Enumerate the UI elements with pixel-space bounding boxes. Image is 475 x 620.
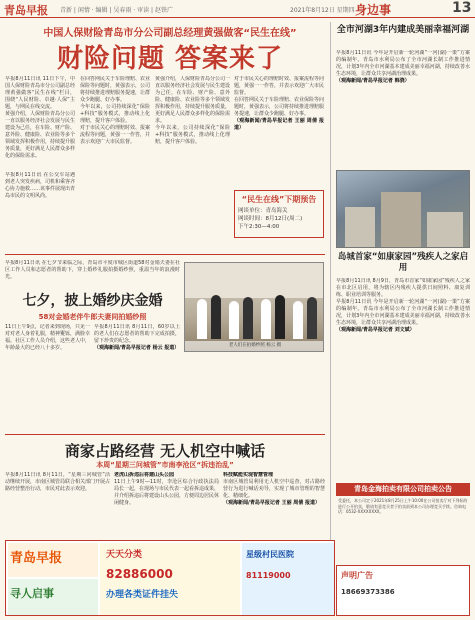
- section-title: 身边事: [355, 3, 392, 17]
- building: [427, 212, 463, 247]
- ad-clinic: 星级村民医院: [246, 550, 294, 559]
- wedding-intro: 早报8月11日讯 在七夕节来临之际，青岛市平度市城区街道58对金婚夫妻在社区工作人员和志愿者的帮助下，穿上婚纱礼服拍摄婚纱照，重温当年的浪漫时光。: [5, 260, 180, 280]
- center-body: 早报8月11日讯 8月9日，青岛市首家“如康家园”残疾人之家在市北区启用，将为辖区内残疾人提供日间照料、康复训练、职业培训等服务。 早报8月11日讯 今年是开启新一轮河湖“一河(湖)一策”方案的编制年。青岛市水利局公布了全市河湖长制工作推进情况，计划3年内全市河湖基本建成美丽幸福河湖，持续改善水生态环境，让群众共享河湖治理成果。 （观海新闻/青岛早报记者 刘文斌）: [336, 278, 470, 333]
- auction-text: 受委托，本公司定于2021年8月25日上午10:00在公司拍卖厅对下列标的进行公开拍卖，敬请有意竞买者于拍卖前到本公司办理竞买手续。咨询电话：0532-XXXXXXXX。: [338, 498, 468, 514]
- lead-paragraph-6: 对于市民关心的理赔时效、报案流程等问题，黄强一一作答，并表示欢迎广大市民监督。 在回答网民关于车险理赔、农业保险等问题时，黄强表示，公司将持续推进理赔服务提速，让群众少跑腿、好办事。 （观海新闻/青岛早报记者 王丽 周倩 报道）: [234, 76, 324, 131]
- bride-figure: [261, 299, 271, 339]
- wedding-paragraph-2: 11日上午9点，记者来到现场，只见一对对老人身着礼服，精神矍铄，满脸幸福。社区工作人员介绍，这些老人中，年龄最大的已经八十多岁。: [5, 324, 90, 351]
- groom-figure: [275, 295, 285, 339]
- ad-brand: 青岛早报: [10, 551, 63, 566]
- groom-figure: [243, 297, 253, 339]
- edition-info: 青新 | 闲情 · 编辑 | 吴春雨 · 审读 | 赵铁广: [60, 7, 173, 14]
- auction-title: 青岛金海拍卖有限公司拍卖公告: [336, 483, 470, 496]
- divider: [5, 434, 325, 435]
- ad-phone: 82886000: [106, 567, 173, 581]
- lead-kicker: 中国人保财险青岛市分公司副总经理黄强做客“民生在线”: [43, 28, 297, 39]
- bus-headline: 商家占路经营 无人机空中喊话: [64, 442, 266, 460]
- ad-clinic-phone: 81119000: [246, 571, 291, 580]
- groom-figure: [307, 297, 317, 339]
- lead-headline: 财险问题 答案来了: [56, 44, 284, 74]
- column-divider: [330, 22, 331, 616]
- wedding-headline: 七夕，披上婚纱庆金婚: [22, 293, 163, 309]
- groom-figure: [211, 295, 221, 339]
- river-body: 早报8月11日讯 今年是开启新一轮河湖“一河(湖)一策”方案的编制年。青岛市水利局公布了全市河湖长制工作推进情况，计划3年内全市河湖基本建成美丽幸福河湖，持续改善水生态环境，让群众共享河湖治理成果。 （观海新闻/青岛早报记者 韩骁）: [336, 50, 470, 84]
- ad-service: 办理各类证件挂失: [106, 590, 179, 600]
- bus-deck: 本周“星期三问城管”市南李沧区“拆违治乱”: [96, 461, 234, 469]
- advert-block: [5, 540, 335, 616]
- forecast-hours: 下午2:30—4:00: [238, 224, 280, 230]
- lead-paragraph-5: 早报8月11日讯 在公交车站遇到老人突发疾病，司机和乘客齐心协力施救……该事件展现出青岛市民的文明风尚。: [5, 172, 75, 199]
- forecast-box: [234, 190, 324, 238]
- bus-paragraph-2: 老虎山拆违后将建山头公园 11日上午9时—11时，李沧区综合行政执法局局长一起，在现场与市民代表一起看拆违成果，并介绍拆违后将建设山头公园，方便周边居民休闲健身。: [114, 472, 219, 506]
- bride-figure: [197, 299, 207, 339]
- wedding-photo: [184, 262, 324, 352]
- statement-phone: 18669373386: [341, 588, 395, 596]
- statement-title: 声明广告: [341, 571, 373, 580]
- divider: [5, 254, 325, 255]
- bride-figure: [229, 301, 239, 339]
- lead-paragraph-4: 黄强介绍，人保财险青岛分公司一直以服务经济社会发展与民生建设为己任，在车险、财产险、意外险、健康险、农业险等多个领域发挥积极作用，持续提升服务质量，更好满足人民群众多样化的保险需求。 今年以来，公司持续深化“保险+科技”服务模式，推动线上化理赔，提升客户体验。: [155, 76, 230, 145]
- masthead: [0, 0, 475, 18]
- bus-paragraph-3: 科技赋能实现智慧管理 市南区城管局利用无人机空中巡查，对占路经营行为进行喊话劝导，实现了城市管理的智慧化、精细化。 （观海新闻/青岛早报记者 王丽 周倩 报道）: [223, 472, 325, 506]
- forecast-title: “民生在线”下期预告: [241, 195, 317, 204]
- newspaper-logo: 青岛早报: [4, 4, 48, 17]
- statement-ad: [336, 565, 470, 616]
- center-photo: [336, 170, 470, 248]
- bus-paragraph-1: 早报8月11日讯 8月11日，“星期三问城管”活动继续开展，市南区城管局联合相关部门开展占路经营整治行动，市民对此表示欢迎。: [5, 472, 110, 492]
- lead-paragraph-3: 在回答网民关于车险理赔、农业保险等问题时，黄强表示，公司将持续推进理赔服务提速，让群众少跑腿、好办事。 今年以来，公司持续深化“保险+科技”服务模式，推动线上化理赔，提升客户体验。 对于市民关心的理赔时效、报案流程等问题，黄强一一作答，并表示欢迎广大市民监督。: [80, 76, 150, 145]
- ad-notice: 寻人启事: [10, 587, 54, 600]
- lead-paragraph-1: 早报8月11日讯 11日下午，中国人保财险青岛市分公司副总经理黄强做客“民生在线”栏目，围绕“人民财险、卓越·人保”主题，与网民在线交流。 黄强介绍，人保财险青岛分公司一直以服务经济社会发展与民生建设为己任，在车险、财产险、意外险、健康险、农业险等多个领域发挥积极作用，持续提升服务质量，更好满足人民群众多样化的保险需求。: [5, 76, 75, 159]
- river-headline: 全市河湖3年内建成美丽幸福河湖: [336, 25, 470, 35]
- wedding-deck: 58对金婚老伴牛郎夫妻同拍婚纱照: [38, 313, 147, 321]
- ad-classified-title: 天天分类: [106, 550, 143, 560]
- forecast-guest: 网谈单位：青岛海关: [238, 208, 288, 214]
- bride-figure: [293, 301, 303, 339]
- issue-date: 2021年8月12日 星期四: [290, 7, 355, 14]
- building: [381, 192, 421, 247]
- forecast-date: 网谈时间：8月12日(周二): [238, 216, 303, 222]
- photo-backdrop: [185, 263, 324, 298]
- photo-caption: 老人们在拍婚纱照 杨云 摄: [185, 341, 324, 351]
- building: [345, 207, 375, 247]
- center-headline: 岛城首家“如康家园”残疾人之家启用: [337, 252, 469, 273]
- wedding-paragraph-3: 早报8月11日讯 8月11日，60岁以上的老人们在志愿者的帮助下完成拍摄，留下珍贵的纪念。 （观海新闻/青岛早报记者 杨云 报道）: [94, 324, 180, 351]
- page-number: 13: [452, 0, 472, 16]
